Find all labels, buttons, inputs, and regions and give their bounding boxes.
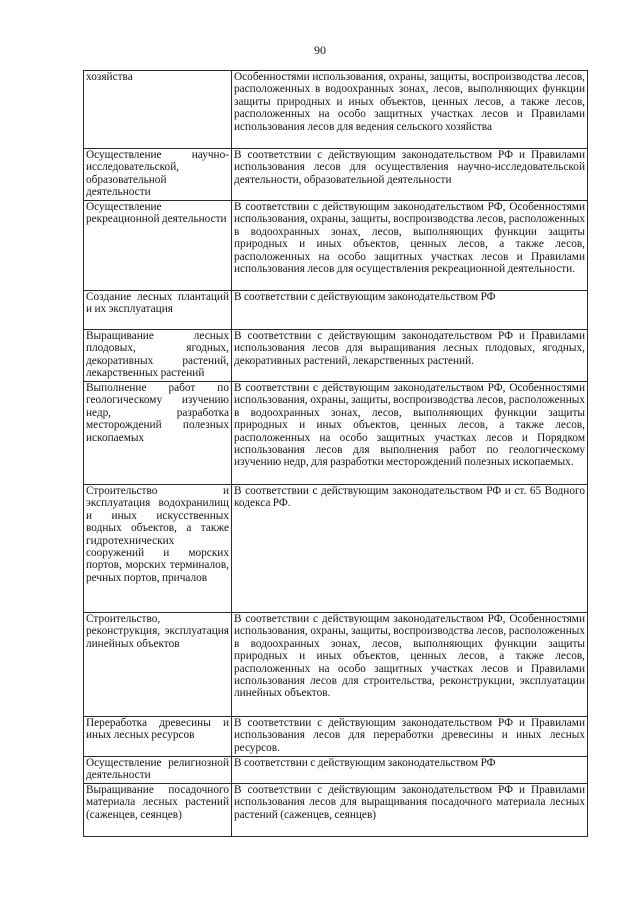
activity-cell: Строительство, реконструкция, эксплуатация линейных объектов (84, 613, 232, 717)
table-row (84, 201, 588, 291)
activity-cell: Создание лесных плантаций и их эксплуатация (84, 291, 232, 330)
table-row (84, 784, 588, 837)
table-row (84, 330, 588, 382)
table-row (84, 717, 588, 757)
activity-cell: Осуществление религиозной деятельности (84, 757, 232, 784)
table-row (84, 71, 588, 149)
basis-cell: В соответствии с действующим законодательством РФ и Правилами использования лесов для осуществления научно-исследовательской деятельности, образовательной деятельности (232, 149, 588, 201)
table-row (84, 613, 588, 717)
basis-cell: В соответствии с действующим законодательством РФ, Особенностями использования, охраны, защиты, воспроизводства лесов, расположенных в водоохранных зонах, лесов, выполняющих функции защиты природных и иных объектов, ценных лесов, а также лесов, расположенных на особо защитных участках лесов и Порядком использования лесов для выполнения работ по геологическому изучению недр, для разработки месторождений полезных ископаемых. (232, 382, 588, 485)
activity-cell: Переработка древесины и иных лесных ресурсов (84, 717, 232, 757)
basis-cell: Особенностями использования, охраны, защиты, воспроизводства лесов, расположенных в водоохранных зонах, лесов, выполняющих функции защиты природных и иных объектов, ценных лесов, а также лесов, расположенных на особо защитных участках лесов и Правилами использования лесов для ведения сельского хозяйства (232, 71, 588, 149)
basis-cell: В соответствии с действующим законодательством РФ (232, 757, 588, 784)
basis-cell: В соответствии с действующим законодательством РФ и Правилами использования лесов для выращивания лесных плодовых, ягодных, декоративных растений, лекарственных растений. (232, 330, 588, 382)
table-row (84, 291, 588, 330)
basis-cell: В соответствии с действующим законодательством РФ (232, 291, 588, 330)
page-number: 90 (314, 43, 326, 57)
table-row (84, 382, 588, 485)
activity-cell: Выращивание лесных плодовых, ягодных, декоративных растений, лекарственных растений (84, 330, 232, 382)
activity-cell: Осуществление научно-исследовательской, образовательной деятельности (84, 149, 232, 201)
basis-cell: В соответствии с действующим законодательством РФ и Правилами использования лесов для выращивания посадочного материала лесных растений (саженцев, сеянцев) (232, 784, 588, 837)
activity-cell: Осуществление рекреационной деятельности (84, 201, 232, 291)
basis-cell: В соответствии с действующим законодательством РФ, Особенностями использования, охраны, защиты, воспроизводства лесов, расположенных в водоохранных зонах, лесов, выполняющих функции защиты природных и иных объектов, ценных лесов, а также лесов, расположенных на особо защитных участках лесов и Правилами использования лесов для осуществления рекреационной деятельности. (232, 201, 588, 291)
activity-cell: Выращивание посадочного материала лесных растений (саженцев, сеянцев) (84, 784, 232, 837)
basis-cell: В соответствии с действующим законодательством РФ и ст. 65 Водного кодекса РФ. (232, 485, 588, 613)
table-row (84, 149, 588, 201)
basis-cell: В соответствии с действующим законодательством РФ и Правилами использования лесов для переработки древесины и иных лесных ресурсов. (232, 717, 588, 757)
activity-cell: хозяйства (84, 71, 232, 149)
forest-use-table (83, 70, 588, 837)
activity-cell: Выполнение работ по геологическому изучению недр, разработка месторождений полезных ископаемых (84, 382, 232, 485)
table-row (84, 757, 588, 784)
activity-cell: Строительство и эксплуатация водохранилищ и иных искусственных водных объектов, а также гидротехнических сооружений и морских портов, морских терминалов, речных портов, причалов (84, 485, 232, 613)
basis-cell: В соответствии с действующим законодательством РФ, Особенностями использования, охраны, защиты, воспроизводства лесов, расположенных в водоохранных зонах, лесов, выполняющих функции защиты природных и иных объектов, ценных лесов, а также лесов, расположенных на особо защитных участках лесов и Правилами использования лесов для строительства, реконструкции, эксплуатации линейных объектов. (232, 613, 588, 717)
table-row (84, 485, 588, 613)
